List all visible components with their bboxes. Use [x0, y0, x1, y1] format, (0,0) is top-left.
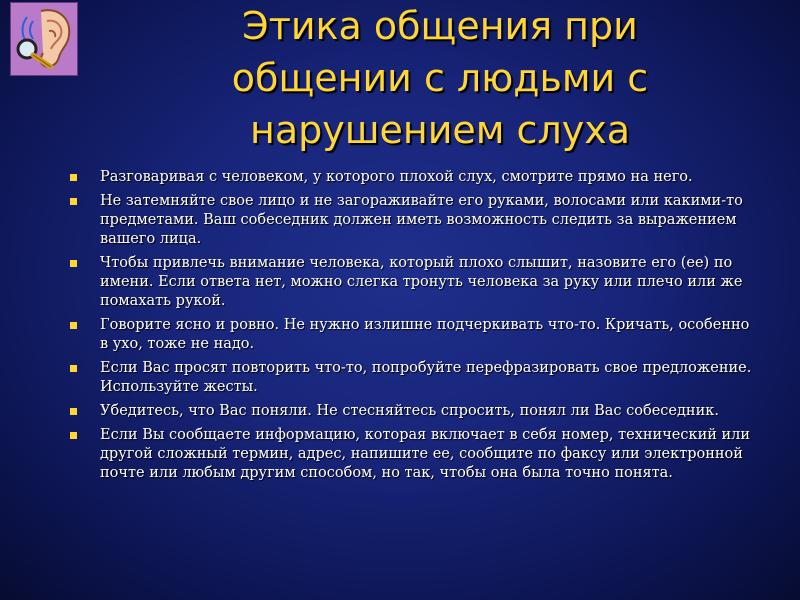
- list-item-text: Убедитесь, что Вас поняли. Не стесняйтесь спросить, понял ли Вас собеседник.: [100, 403, 719, 419]
- list-item: [100, 402, 760, 421]
- bullet-square-icon: [70, 432, 77, 439]
- list-item: [100, 168, 760, 187]
- bullet-square-icon: [70, 174, 77, 181]
- title-line: общении с людьми с: [231, 56, 649, 100]
- bullet-list: [100, 168, 760, 488]
- title-line: Этика общения при: [242, 4, 638, 48]
- bullet-square-icon: [70, 322, 77, 329]
- ear-with-magnifier-icon: [10, 2, 78, 76]
- list-item-text: Разговаривая с человеком, у которого плохой слух, смотрите прямо на него.: [100, 169, 693, 185]
- list-item: [100, 359, 760, 397]
- list-item-text: Чтобы привлечь внимание человека, который плохо слышит, назовите его (ее) по имени. Если ответа нет, можно слегка тронуть человека за руку или плечо или же помахать рукой.: [100, 255, 743, 309]
- bullet-square-icon: [70, 198, 77, 205]
- list-item-text: Если Вас просят повторить что-то, попробуйте перефразировать свое предложение. Используйте жесты.: [100, 360, 752, 395]
- list-item-text: Говорите ясно и ровно. Не нужно излишне подчеркивать что-то. Кричать, особенно в ухо, тоже не надо.: [100, 317, 750, 352]
- list-item: [100, 316, 760, 354]
- ear-illustration: [11, 3, 77, 75]
- list-item-text: Если Вы сообщаете информацию, которая включает в себя номер, технический или другой сложный термин, адрес, напишите ее, сообщите по факсу или электронной почте или любым другим способом, но так, чтобы она была точно понята.: [100, 427, 751, 481]
- list-item: [100, 426, 760, 483]
- bullet-square-icon: [70, 260, 77, 267]
- title-line: нарушением слуха: [250, 108, 630, 152]
- list-item: [100, 254, 760, 311]
- bullet-square-icon: [70, 365, 77, 372]
- list-item: [100, 192, 760, 249]
- list-item-text: Не затемняйте свое лицо и не загораживайте его руками, волосами или какими-то предметами. Ваш собеседник должен иметь возможность следить за выражением вашего лица.: [100, 193, 743, 247]
- slide-title: [120, 0, 760, 156]
- bullet-square-icon: [70, 408, 77, 415]
